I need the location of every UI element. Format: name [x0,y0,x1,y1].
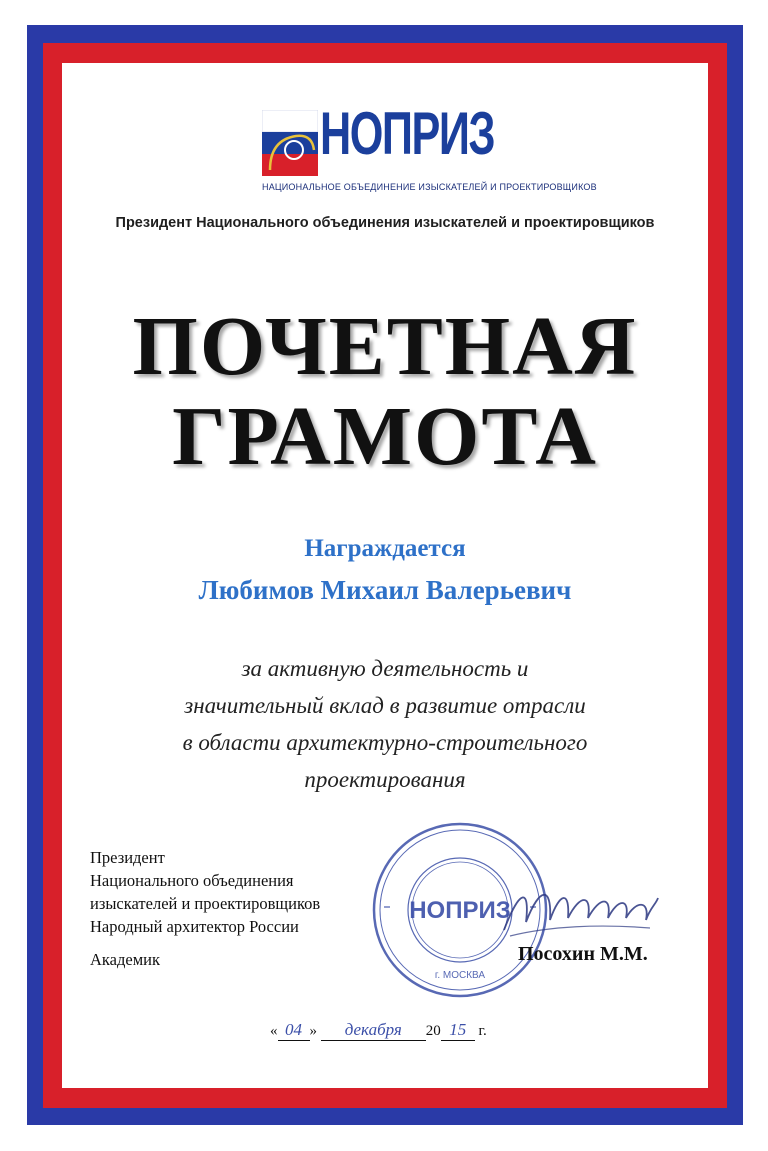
flag-emblem-icon [262,110,318,176]
awarded-label: Награждается [304,535,466,562]
signatory-name: Посохин М.М. [518,943,648,965]
date-close-quote: » [309,1023,317,1039]
date-year-prefix: 20 [425,1023,441,1039]
signatory-line: Народный архитектор России [90,917,299,936]
signatory-line: изыскателей и проектировщиков [90,894,321,913]
stamp-city-text: г. МОСКВА [434,970,486,981]
recipient-name: Любимов Михаил Валерьевич [198,575,572,605]
header-president-line: Президент Национального объединения изыскателей и проектировщиков [115,215,655,231]
logo-wordmark: НОПРИЗ [320,100,495,167]
title-line-2: ГРАМОТА [172,390,598,483]
signatory-line: Президент [90,848,165,867]
signatory-title-block [90,846,320,938]
date-year-suffix: 15 [441,1020,475,1041]
reason-line: значительный вклад в развитие отрасли [184,693,586,718]
signatory-line: Национального объединения [90,871,294,890]
reason-line: проектирования [304,767,466,792]
date-line [270,1020,487,1041]
logo-subtitle: НАЦИОНАЛЬНОЕ ОБЪЕДИНЕНИЕ ИЗЫСКАТЕЛЕЙ И ПРОЕКТИРОВЩИКОВ [262,182,597,192]
reason-line: в области архитектурно-строительного [182,730,588,755]
title-line-1: ПОЧЕТНАЯ [132,300,638,393]
stamp-center-text: НОПРИЗ [409,897,511,924]
signatory-academic: Академик [90,950,161,969]
nopriz-logo [262,100,597,200]
award-reason [62,650,708,798]
date-day: 04 [278,1020,310,1041]
handwritten-signature [500,878,660,948]
reason-line: за активную деятельность и [241,656,529,681]
date-suffix: г. [478,1023,487,1039]
date-open-quote: « [270,1023,278,1039]
date-month: декабря [321,1020,426,1041]
